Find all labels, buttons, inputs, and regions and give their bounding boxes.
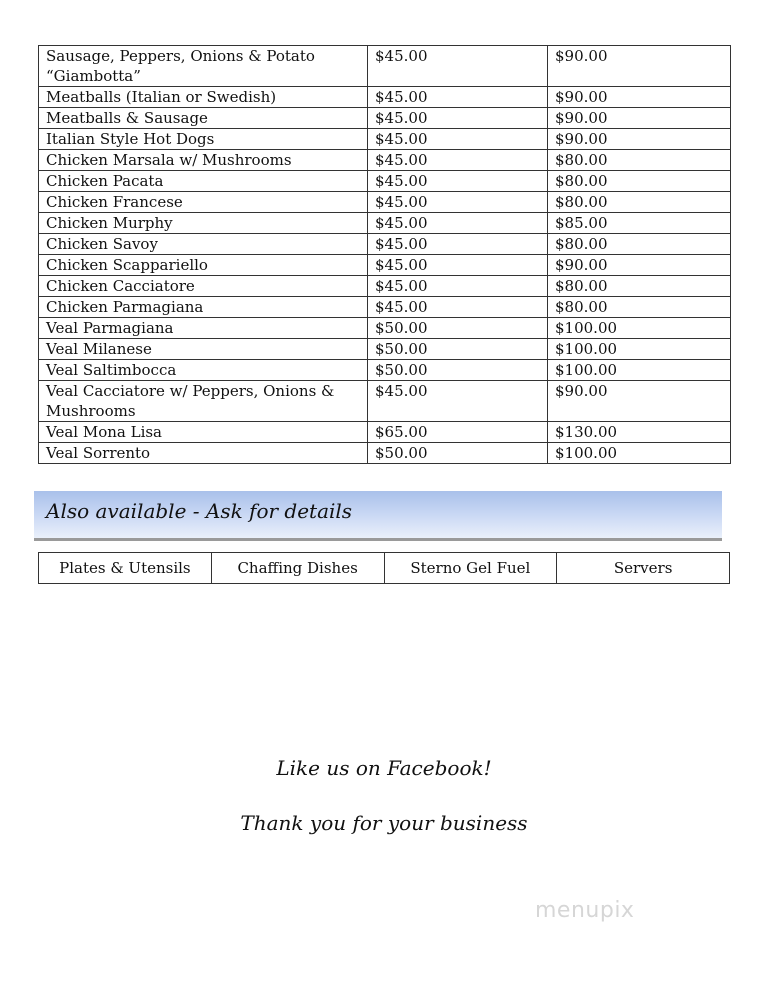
section-heading: Also available - Ask for details xyxy=(46,499,353,523)
table-row xyxy=(39,46,731,87)
price-half-tray: $45.00 xyxy=(368,276,548,297)
item-name: Veal Cacciatore w/ Peppers, Onions & Mushrooms xyxy=(39,381,368,422)
table-row xyxy=(39,297,731,318)
extras-item-servers: Servers xyxy=(557,553,730,584)
extras-row xyxy=(39,553,730,584)
item-name: Chicken Murphy xyxy=(39,213,368,234)
item-name: Chicken Parmagiana xyxy=(39,297,368,318)
item-name: Veal Saltimbocca xyxy=(39,360,368,381)
price-full-tray: $80.00 xyxy=(548,297,731,318)
table-row xyxy=(39,234,731,255)
price-full-tray: $130.00 xyxy=(548,422,731,443)
price-full-tray: $80.00 xyxy=(548,276,731,297)
extras-item-sterno: Sterno Gel Fuel xyxy=(384,553,557,584)
item-name: Veal Milanese xyxy=(39,339,368,360)
price-half-tray: $50.00 xyxy=(368,360,548,381)
price-half-tray: $45.00 xyxy=(368,108,548,129)
item-name: Veal Sorrento xyxy=(39,443,368,464)
section-banner xyxy=(34,491,722,541)
price-half-tray: $45.00 xyxy=(368,381,548,422)
table-row xyxy=(39,108,731,129)
price-half-tray: $45.00 xyxy=(368,297,548,318)
table-row xyxy=(39,192,731,213)
watermark-logo: menupix xyxy=(535,898,635,923)
item-name: Italian Style Hot Dogs xyxy=(39,129,368,150)
price-half-tray: $50.00 xyxy=(368,443,548,464)
price-half-tray: $45.00 xyxy=(368,46,548,87)
price-half-tray: $50.00 xyxy=(368,339,548,360)
price-full-tray: $100.00 xyxy=(548,318,731,339)
item-name: Chicken Cacciatore xyxy=(39,276,368,297)
price-full-tray: $90.00 xyxy=(548,255,731,276)
price-half-tray: $45.00 xyxy=(368,129,548,150)
item-name: Chicken Pacata xyxy=(39,171,368,192)
item-name: Meatballs (Italian or Swedish) xyxy=(39,87,368,108)
item-name: Chicken Scappariello xyxy=(39,255,368,276)
price-half-tray: $45.00 xyxy=(368,213,548,234)
table-row xyxy=(39,255,731,276)
item-name: Chicken Francese xyxy=(39,192,368,213)
item-name: Veal Mona Lisa xyxy=(39,422,368,443)
table-row xyxy=(39,381,731,422)
price-full-tray: $90.00 xyxy=(548,87,731,108)
price-half-tray: $45.00 xyxy=(368,87,548,108)
menu-price-table xyxy=(38,45,731,464)
table-row xyxy=(39,171,731,192)
price-full-tray: $80.00 xyxy=(548,150,731,171)
price-full-tray: $90.00 xyxy=(548,108,731,129)
table-row xyxy=(39,422,731,443)
table-row xyxy=(39,360,731,381)
table-row xyxy=(39,443,731,464)
facebook-note: Like us on Facebook! xyxy=(276,756,492,780)
item-name: Chicken Savoy xyxy=(39,234,368,255)
price-half-tray: $50.00 xyxy=(368,318,548,339)
item-name: Meatballs & Sausage xyxy=(39,108,368,129)
thank-you-note: Thank you for your business xyxy=(240,811,528,835)
item-name: Veal Parmagiana xyxy=(39,318,368,339)
price-full-tray: $90.00 xyxy=(548,46,731,87)
table-row xyxy=(39,150,731,171)
price-half-tray: $45.00 xyxy=(368,171,548,192)
price-half-tray: $65.00 xyxy=(368,422,548,443)
table-row xyxy=(39,339,731,360)
extras-table xyxy=(38,552,730,584)
table-row xyxy=(39,213,731,234)
price-full-tray: $100.00 xyxy=(548,339,731,360)
price-half-tray: $45.00 xyxy=(368,192,548,213)
price-full-tray: $90.00 xyxy=(548,129,731,150)
price-half-tray: $45.00 xyxy=(368,234,548,255)
price-full-tray: $80.00 xyxy=(548,171,731,192)
price-half-tray: $45.00 xyxy=(368,150,548,171)
price-full-tray: $85.00 xyxy=(548,213,731,234)
table-row xyxy=(39,87,731,108)
table-row xyxy=(39,129,731,150)
price-half-tray: $45.00 xyxy=(368,255,548,276)
menu-table-body xyxy=(39,46,731,464)
item-name: Sausage, Peppers, Onions & Potato “Giambotta” xyxy=(39,46,368,87)
extras-item-chaffing-dishes: Chaffing Dishes xyxy=(211,553,384,584)
price-full-tray: $100.00 xyxy=(548,443,731,464)
price-full-tray: $80.00 xyxy=(548,234,731,255)
extras-item-plates: Plates & Utensils xyxy=(39,553,212,584)
table-row xyxy=(39,318,731,339)
price-full-tray: $90.00 xyxy=(548,381,731,422)
price-full-tray: $100.00 xyxy=(548,360,731,381)
table-row xyxy=(39,276,731,297)
item-name: Chicken Marsala w/ Mushrooms xyxy=(39,150,368,171)
price-full-tray: $80.00 xyxy=(548,192,731,213)
